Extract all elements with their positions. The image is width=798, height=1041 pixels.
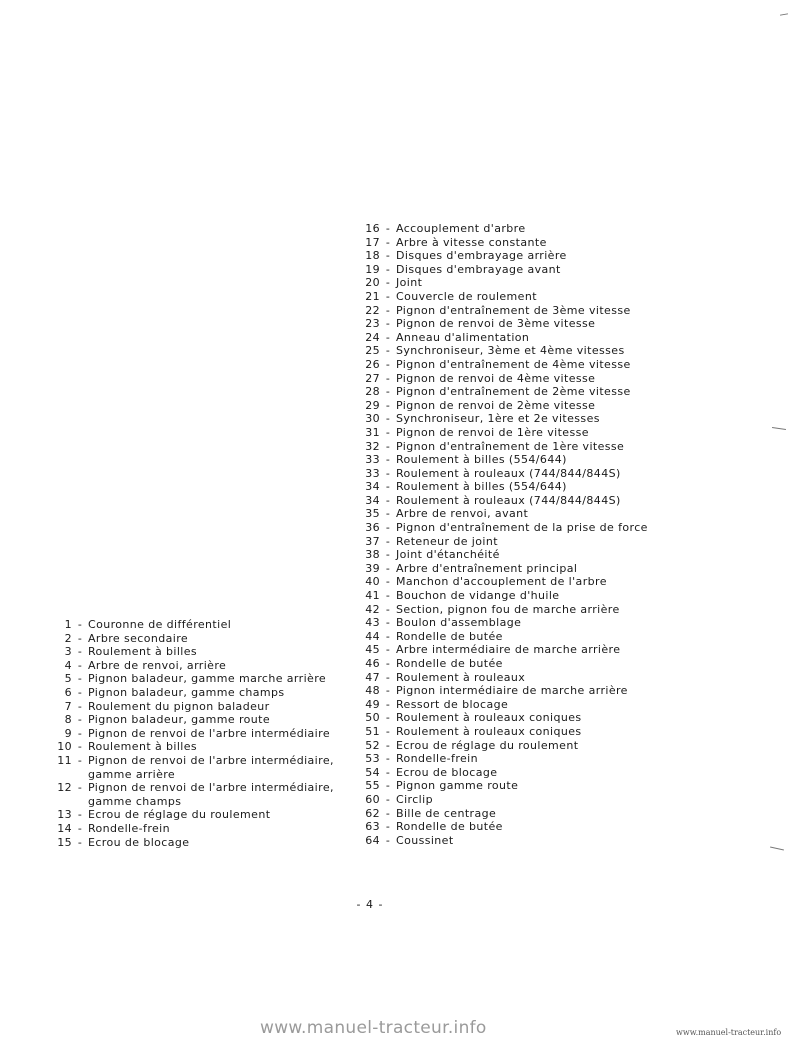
list-item — [50, 808, 334, 822]
item-number: 51 — [365, 724, 380, 738]
list-item — [358, 412, 648, 426]
item-text: Pignon de renvoi de 4ème vitesse — [396, 371, 596, 385]
item-dash: - — [385, 453, 391, 467]
list-item — [358, 616, 648, 630]
item-dash: - — [385, 779, 391, 793]
list-item — [358, 385, 648, 399]
item-dash: - — [385, 820, 391, 834]
item-text: Pignon de renvoi de l'arbre intermédiaire — [88, 726, 330, 740]
item-dash: - — [385, 412, 391, 426]
list-item — [358, 521, 648, 535]
list-item — [358, 562, 648, 576]
item-text: Arbre de renvoi, avant — [396, 507, 529, 521]
item-dash: - — [77, 740, 83, 754]
item-dash: - — [385, 629, 391, 643]
item-dash: - — [385, 385, 391, 399]
item-number: 47 — [365, 670, 380, 684]
list-item — [50, 659, 334, 673]
item-text: Disques d'embrayage arrière — [396, 249, 567, 263]
item-text: Pignon de renvoi de 2ème vitesse — [396, 398, 596, 412]
list-item — [358, 453, 648, 467]
list-item — [358, 643, 648, 657]
item-dash: - — [77, 835, 83, 849]
item-dash: - — [385, 806, 391, 820]
item-text: Rondelle-frein — [88, 821, 170, 835]
item-number: 4 — [64, 658, 72, 672]
item-number: 46 — [365, 657, 380, 670]
item-number: 3 — [64, 645, 72, 659]
item-number: 54 — [365, 765, 380, 779]
item-dash: - — [385, 425, 391, 439]
list-item — [50, 822, 334, 836]
item-text: Arbre d'entraînement principal — [396, 561, 578, 575]
item-text: Rondelle-frein — [396, 752, 478, 766]
parts-list-left — [50, 618, 334, 849]
list-item — [358, 725, 648, 739]
item-number: 5 — [64, 672, 72, 686]
item-text: Pignon de renvoi de 3ème vitesse — [396, 317, 596, 331]
list-item — [358, 358, 648, 372]
item-number: 15 — [57, 835, 72, 849]
list-item — [358, 304, 648, 318]
list-item — [358, 236, 648, 250]
item-number: 37 — [365, 534, 380, 548]
item-text: Pignon gamme route — [396, 779, 519, 793]
item-number: 16 — [365, 222, 380, 235]
item-text: Pignon de renvoi de l'arbre intermédiaire, — [88, 781, 334, 795]
item-text: Manchon d'accouplement de l'arbre — [396, 575, 607, 589]
item-dash: - — [77, 753, 83, 767]
item-dash: - — [77, 821, 83, 835]
list-item — [358, 426, 648, 440]
scan-mark — [770, 847, 784, 851]
list-item — [50, 836, 334, 850]
item-number: 31 — [365, 425, 380, 439]
item-text: Accouplement d'arbre — [396, 222, 526, 235]
item-text: Coussinet — [396, 833, 454, 847]
item-text: Roulement à rouleaux — [396, 670, 526, 684]
item-text: Arbre à vitesse constante — [396, 235, 547, 249]
item-text: Rondelle de butée — [396, 629, 503, 643]
item-dash: - — [77, 713, 83, 727]
item-number: 40 — [365, 575, 380, 589]
item-dash: - — [385, 643, 391, 657]
item-dash: - — [385, 276, 391, 290]
item-dash: - — [385, 752, 391, 766]
item-text: Couvercle de roulement — [396, 289, 537, 303]
item-number: 6 — [64, 685, 72, 699]
item-text: Anneau d'alimentation — [396, 330, 530, 344]
list-item — [358, 480, 648, 494]
item-text: Joint — [396, 276, 423, 290]
list-item — [358, 263, 648, 277]
item-text: Circlip — [396, 792, 433, 806]
item-number: 11 — [57, 753, 72, 767]
list-item — [358, 684, 648, 698]
item-number: 26 — [365, 357, 380, 371]
item-dash: - — [385, 303, 391, 317]
item-text: Pignon de renvoi de l'arbre intermédiaire, — [88, 753, 334, 767]
item-number: 1 — [64, 618, 72, 631]
item-text: Roulement à rouleaux coniques — [396, 724, 582, 738]
item-dash: - — [385, 480, 391, 494]
list-item — [50, 632, 334, 646]
item-text: Synchroniseur, 3ème et 4ème vitesses — [396, 344, 625, 358]
item-dash: - — [385, 521, 391, 535]
item-text: Pignon d'entraînement de 4ème vitesse — [396, 357, 631, 371]
item-text: Roulement à billes (554/644) — [396, 480, 567, 494]
scan-mark — [772, 427, 786, 430]
item-number: 22 — [365, 303, 380, 317]
item-dash: - — [385, 602, 391, 616]
item-number: 13 — [57, 808, 72, 822]
item-dash: - — [385, 738, 391, 752]
item-number: 34 — [365, 493, 380, 507]
item-text: Rondelle de butée — [396, 820, 503, 834]
item-dash: - — [385, 711, 391, 725]
item-dash: - — [385, 262, 391, 276]
list-item — [358, 399, 648, 413]
item-number: 39 — [365, 561, 380, 575]
list-item — [358, 440, 648, 454]
item-number: 2 — [64, 631, 72, 645]
list-item — [50, 740, 334, 754]
item-dash: - — [77, 618, 83, 631]
item-dash: - — [385, 548, 391, 562]
item-number: 14 — [57, 821, 72, 835]
item-number: 45 — [365, 643, 380, 657]
item-text: Arbre intermédiaire de marche arrière — [396, 643, 621, 657]
list-item — [358, 589, 648, 603]
item-dash: - — [385, 222, 391, 235]
item-dash: - — [385, 589, 391, 603]
item-dash: - — [77, 808, 83, 822]
list-item — [358, 603, 648, 617]
item-text: Reteneur de joint — [396, 534, 498, 548]
item-number: 20 — [365, 276, 380, 290]
item-text: Ressort de blocage — [396, 697, 509, 711]
list-item — [50, 618, 334, 632]
item-text: Ecrou de blocage — [396, 765, 498, 779]
item-dash: - — [385, 575, 391, 589]
item-text: gamme champs — [88, 794, 182, 808]
item-number: 10 — [57, 740, 72, 754]
item-number: 17 — [365, 235, 380, 249]
list-item — [358, 467, 648, 481]
item-number: 30 — [365, 412, 380, 426]
list-item — [358, 317, 648, 331]
item-text: Bouchon de vidange d'huile — [396, 589, 560, 603]
item-dash: - — [385, 697, 391, 711]
list-item — [358, 344, 648, 358]
list-item — [358, 249, 648, 263]
list-item — [50, 672, 334, 686]
list-item — [50, 781, 334, 795]
list-item — [358, 548, 648, 562]
list-item — [358, 834, 648, 848]
item-number: 42 — [365, 602, 380, 616]
footer-url: www.manuel-tracteur.info — [676, 1028, 782, 1037]
list-item — [358, 711, 648, 725]
list-item — [358, 766, 648, 780]
item-text: Roulement du pignon baladeur — [88, 699, 270, 713]
list-item — [358, 507, 648, 521]
item-text: Pignon d'entraînement de 1ère vitesse — [396, 439, 625, 453]
item-dash: - — [77, 658, 83, 672]
item-text: Pignon baladeur, gamme route — [88, 713, 271, 727]
item-text: Boulon d'assemblage — [396, 616, 522, 630]
item-dash: - — [77, 672, 83, 686]
item-dash: - — [385, 466, 391, 480]
list-item — [358, 535, 648, 549]
item-number: 43 — [365, 616, 380, 630]
item-number: 25 — [365, 344, 380, 358]
item-number: 9 — [64, 726, 72, 740]
item-dash: - — [385, 507, 391, 521]
item-dash: - — [385, 371, 391, 385]
item-dash: - — [77, 699, 83, 713]
item-dash: - — [385, 235, 391, 249]
item-dash: - — [385, 398, 391, 412]
item-number: 35 — [365, 507, 380, 521]
item-dash: - — [77, 645, 83, 659]
item-text: Ecrou de blocage — [88, 835, 190, 849]
list-item — [50, 727, 334, 741]
item-number: 23 — [365, 317, 380, 331]
item-text: Pignon d'entraînement de 3ème vitesse — [396, 303, 631, 317]
item-text: gamme arrière — [88, 767, 176, 781]
item-number: 55 — [365, 779, 380, 793]
item-number: 28 — [365, 385, 380, 399]
item-dash: - — [385, 724, 391, 738]
list-item — [358, 630, 648, 644]
item-text: Pignon de renvoi de 1ère vitesse — [396, 425, 589, 439]
item-number: 53 — [365, 752, 380, 766]
list-item — [358, 793, 648, 807]
item-dash: - — [385, 657, 391, 670]
item-dash: - — [385, 330, 391, 344]
item-number: 32 — [365, 439, 380, 453]
list-item — [358, 739, 648, 753]
item-number: 60 — [365, 792, 380, 806]
item-dash: - — [385, 493, 391, 507]
item-dash: - — [77, 781, 83, 795]
item-dash: - — [385, 684, 391, 698]
item-dash: - — [77, 726, 83, 740]
item-text: Roulement à rouleaux coniques — [396, 711, 582, 725]
item-number: 18 — [365, 249, 380, 263]
item-text: Pignon d'entraînement de la prise de force — [396, 521, 648, 535]
item-text: Arbre secondaire — [88, 631, 189, 645]
item-dash: - — [385, 289, 391, 303]
item-number: 12 — [57, 781, 72, 795]
item-dash — [72, 768, 88, 782]
list-item — [358, 372, 648, 386]
item-dash: - — [77, 685, 83, 699]
item-number: 33 — [365, 466, 380, 480]
item-dash: - — [385, 439, 391, 453]
item-number: 38 — [365, 548, 380, 562]
list-item — [358, 657, 648, 671]
parts-list-right — [358, 222, 648, 847]
item-dash: - — [385, 249, 391, 263]
item-dash: - — [385, 534, 391, 548]
item-text: Roulement à rouleaux (744/844/844S) — [396, 493, 621, 507]
item-number — [50, 768, 72, 782]
item-text: Rondelle de butée — [396, 657, 503, 670]
list-item — [358, 290, 648, 304]
item-number: 19 — [365, 262, 380, 276]
item-dash: - — [385, 357, 391, 371]
list-item — [358, 752, 648, 766]
item-text: Pignon d'entraînement de 2ème vitesse — [396, 385, 631, 399]
list-item — [358, 779, 648, 793]
item-text: Ecrou de réglage du roulement — [88, 808, 271, 822]
item-number: 21 — [365, 289, 380, 303]
item-text: Section, pignon fou de marche arrière — [396, 602, 620, 616]
list-item — [358, 698, 648, 712]
list-item — [358, 494, 648, 508]
item-text: Bille de centrage — [396, 806, 497, 820]
item-text: Couronne de différentiel — [88, 618, 232, 631]
item-number: 34 — [365, 480, 380, 494]
item-text: Joint d'étanchéité — [396, 548, 500, 562]
list-item — [358, 807, 648, 821]
item-number: 62 — [365, 806, 380, 820]
list-item — [50, 686, 334, 700]
item-number: 24 — [365, 330, 380, 344]
list-item — [50, 700, 334, 714]
item-number: 36 — [365, 521, 380, 535]
page-number: - 4 - — [356, 898, 384, 911]
item-number: 50 — [365, 711, 380, 725]
list-item — [50, 768, 334, 782]
item-number: 63 — [365, 820, 380, 834]
item-text: Roulement à billes (554/644) — [396, 453, 567, 467]
item-dash: - — [385, 792, 391, 806]
item-number: 52 — [365, 738, 380, 752]
list-item — [358, 820, 648, 834]
item-number: 27 — [365, 371, 380, 385]
item-text: Arbre de renvoi, arrière — [88, 658, 227, 672]
item-dash: - — [385, 616, 391, 630]
item-number: 29 — [365, 398, 380, 412]
item-dash: - — [385, 670, 391, 684]
item-number: 8 — [64, 713, 72, 727]
list-item — [358, 331, 648, 345]
item-number: 41 — [365, 589, 380, 603]
item-number: 7 — [64, 699, 72, 713]
item-text: Synchroniseur, 1ère et 2e vitesses — [396, 412, 600, 426]
item-dash: - — [385, 765, 391, 779]
item-text: Roulement à billes — [88, 740, 198, 754]
item-dash: - — [77, 631, 83, 645]
item-number — [50, 795, 72, 809]
list-item — [50, 754, 334, 768]
list-item — [50, 795, 334, 809]
list-item — [358, 671, 648, 685]
item-text: Disques d'embrayage avant — [396, 262, 561, 276]
list-item — [358, 575, 648, 589]
item-text: Pignon intermédiaire de marche arrière — [396, 684, 628, 698]
item-dash: - — [385, 317, 391, 331]
item-text: Roulement à rouleaux (744/844/844S) — [396, 466, 621, 480]
item-number: 48 — [365, 684, 380, 698]
item-dash: - — [385, 561, 391, 575]
item-text: Pignon baladeur, gamme champs — [88, 685, 285, 699]
item-dash — [72, 795, 88, 809]
item-number: 49 — [365, 697, 380, 711]
item-dash: - — [385, 344, 391, 358]
footer-watermark: www.manuel-tracteur.info — [260, 1018, 487, 1038]
item-text: Pignon baladeur, gamme marche arrière — [88, 672, 327, 686]
item-dash: - — [385, 833, 391, 847]
list-item — [50, 713, 334, 727]
item-text: Roulement à billes — [88, 645, 198, 659]
item-text: Ecrou de réglage du roulement — [396, 738, 579, 752]
item-number: 44 — [365, 629, 380, 643]
scan-mark — [780, 13, 788, 15]
list-item — [358, 222, 648, 236]
item-number: 64 — [365, 833, 380, 847]
item-number: 33 — [365, 453, 380, 467]
list-item — [50, 645, 334, 659]
list-item — [358, 276, 648, 290]
